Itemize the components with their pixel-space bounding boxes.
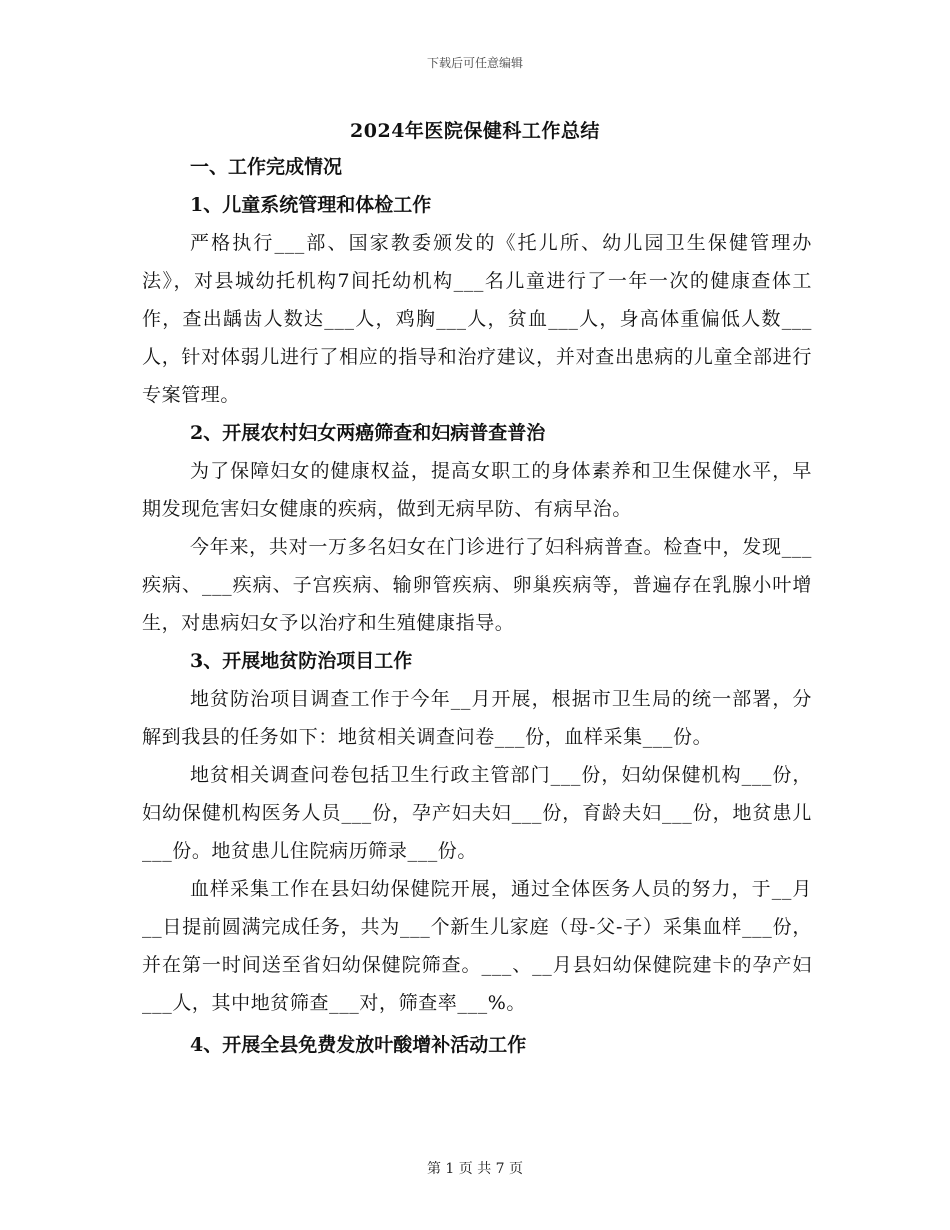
paragraph: 地贫防治项目调查工作于今年__月开展，根据市卫生局的统一部署，分解到我县的任务如下：地贫相关调查问卷___份，血样采集___份。 [142, 688, 812, 748]
section-heading: 一、工作完成情况 [190, 156, 343, 178]
paragraph: 为了保障妇女的健康权益，提高女职工的身体素养和卫生保健水平，早期发现危害妇女健康的疾病，做到无病早防、有病早治。 [142, 460, 812, 520]
document-title: 2024年医院保健科工作总结 [350, 120, 600, 142]
paragraph: 血样采集工作在县妇幼保健院开展，通过全体医务人员的努力，于__月__日提前圆满完成任务，共为___个新生儿家庭（母-父-子）采集血样___份，并在第一时间送至省妇幼保健院筛查。___、__月县妇幼保健院建卡的孕产妇___人，其中地贫筛查___对，筛查率___%。 [142, 878, 812, 1014]
item-heading-2: 2、开展农村妇女两癌筛查和妇病普查普治 [190, 422, 546, 444]
page-footer: 第 1 页 共 7 页 [426, 1161, 524, 1177]
paragraph: 地贫相关调查问卷包括卫生行政主管部门___份，妇幼保健机构___份，妇幼保健机构医务人员___份，孕产妇夫妇___份，育龄夫妇___份，地贫患儿___份。地贫患儿住院病历筛录___份。 [142, 764, 812, 862]
header-note: 下载后可任意编辑 [426, 56, 523, 70]
paragraph: 严格执行___部、国家教委颁发的《托儿所、幼儿园卫生保健管理办法》，对县城幼托机构7间托幼机构___名儿童进行了一年一次的健康查体工作，查出龋齿人数达___人，鸡胸___人，贫血___人，身高体重偏低人数___人，针对体弱儿进行了相应的指导和治疗建议，并对查出患病的儿童全部进行专案管理。 [142, 232, 812, 406]
item-heading-4: 4、开展全县免费发放叶酸增补活动工作 [190, 1034, 527, 1056]
item-heading-1: 1、儿童系统管理和体检工作 [190, 194, 432, 216]
item-heading-3: 3、开展地贫防治项目工作 [190, 650, 413, 672]
paragraph: 今年来，共对一万多名妇女在门诊进行了妇科病普查。检查中，发现___疾病、___疾病、子宫疾病、输卵管疾病、卵巢疾病等，普遍存在乳腺小叶增生，对患病妇女予以治疗和生殖健康指导。 [142, 536, 812, 634]
document-body [142, 148, 812, 1064]
